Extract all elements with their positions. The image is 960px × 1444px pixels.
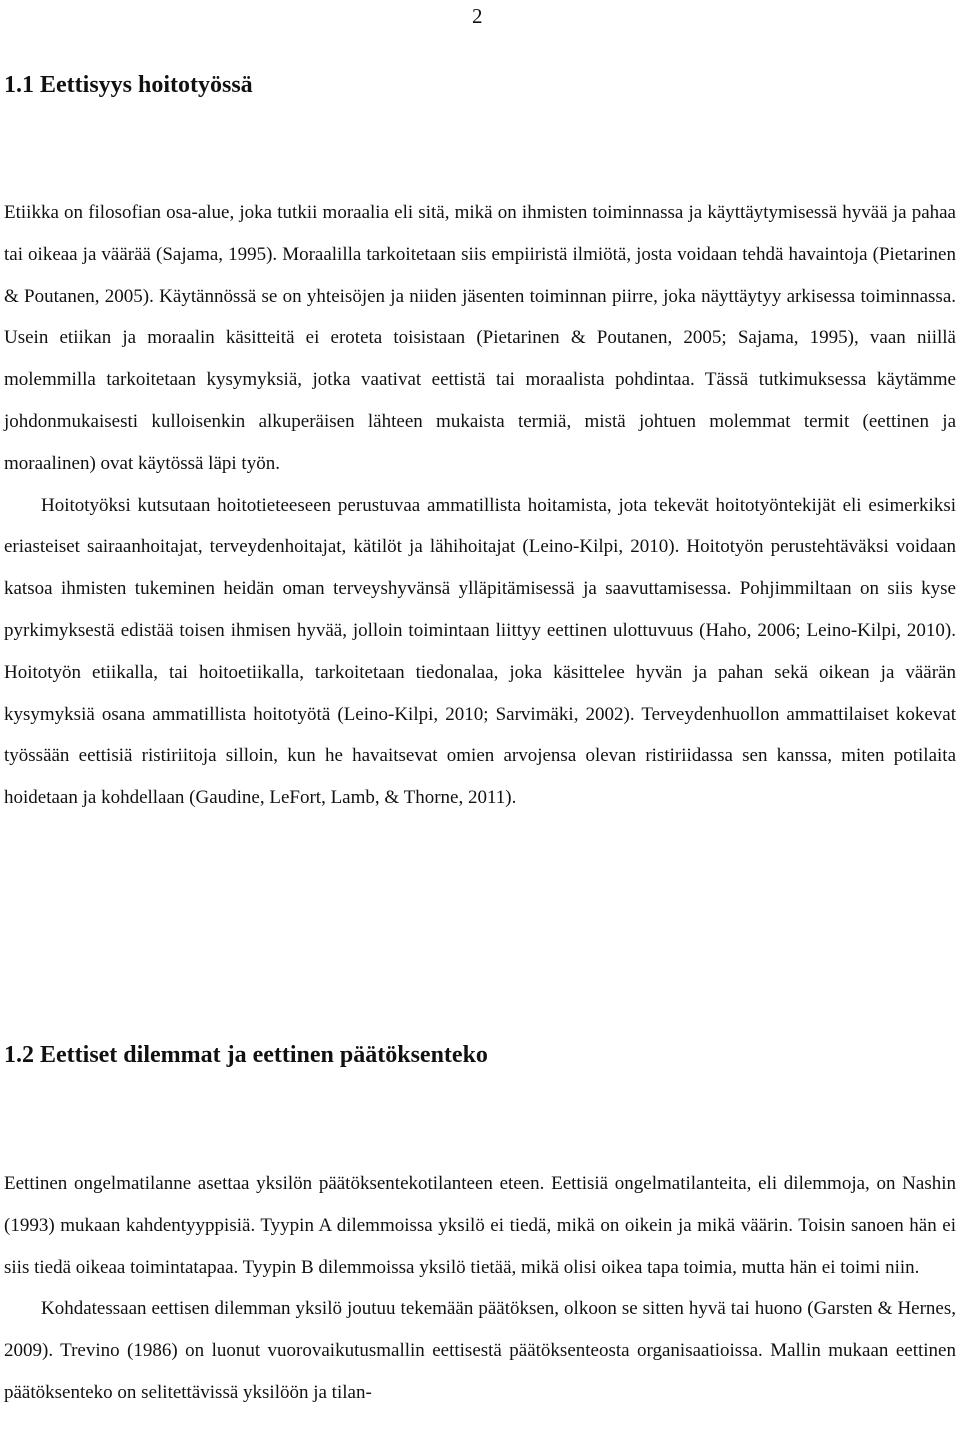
section-1-1-body	[4, 192, 956, 819]
paragraph-dilemma-types: Eettinen ongelmatilanne asettaa yksilön päätöksentekotilanteen eteen. Eettisiä ongelmatilanteita, eli dilemmoja, on Nashin (1993) mukaan kahdentyyppisiä. Tyypin A dilemmoissa yksilö ei tiedä, mikä on oikein ja mikä väärin. Toisin sanoen hän ei siis tiedä oikeaa toimintatapaa. Tyypin B dilemmoissa yksilö tietää, mikä olisi oikea tapa toimia, mutta hän ei toimi niin.	[4, 1173, 956, 1278]
paragraph-ethics-definition: Etiikka on filosofian osa-alue, joka tutkii moraalia eli sitä, mikä on ihmisten toiminnassa ja käyttäytymisessä hyvää ja pahaa tai oikeaa ja väärää (Sajama, 1995). Moraalilla tarkoitetaan siis empiiristä ilmiötä, josta voidaan tehdä havaintoja (Pietarinen & Poutanen, 2005). Käytännössä se on yhteisöjen ja niiden jäsenten toiminnan piirre, joka näyttäytyy arkisessa toiminnassa. Usein etiikan ja moraalin käsitteitä ei eroteta toisistaan (Pietarinen & Poutanen, 2005; Sajama, 1995), vaan niillä molemmilla tarkoitetaan kysymyksiä, jotka vaativat eettistä tai moraalista pohdintaa. Tässä tutkimuksessa käytämme johdonmukaisesti kulloisenkin alkuperäisen lähteen mukaista termiä, mistä johtuen molemmat termit (eettinen ja moraalinen) ovat käytössä läpi työn.	[4, 202, 956, 474]
section-heading-1-2: 1.2 Eettiset dilemmat ja eettinen päätöksenteko	[4, 1042, 488, 1068]
paragraph-nursing-definition: Hoitotyöksi kutsutaan hoitotieteeseen perustuvaa ammatillista hoitamista, jota tekevät hoitotyöntekijät eli esimerkiksi eriasteiset sairaanhoitajat, terveydenhoitajat, kätilöt ja lähihoitajat (Leino-Kilpi, 2010). Hoitotyön perustehtäväksi voidaan katsoa ihmisten tukeminen heidän oman terveyshyvänsä ylläpitämisessä ja saavuttamisessa. Pohjimmiltaan on siis kyse pyrkimyksestä edistää toisen ihmisen hyvää, jolloin toimintaan liittyy eettinen ulottuvuus (Haho, 2006; Leino-Kilpi, 2010). Hoitotyön etiikalla, tai hoitoetiikalla, tarkoitetaan tiedonalaa, joka käsittelee hyvän ja pahan sekä oikean ja väärän kysymyksiä osana ammatillista hoitotyötä (Leino-Kilpi, 2010; Sarvimäki, 2002). Terveydenhuollon ammattilaiset kokevat työssään eettisiä ristiriitoja silloin, kun he havaitsevat omien arvojensa olevan ristiriidassa sen kanssa, miten potilaita hoidetaan ja kohdellaan (Gaudine, LeFort, Lamb, & Thorne, 2011).	[4, 494, 956, 809]
section-1-2-body	[4, 1163, 956, 1414]
section-heading-1-1: 1.1 Eettisyys hoitotyössä	[4, 72, 253, 98]
page-number: 2	[472, 4, 483, 28]
paragraph-decision-making: Kohdatessaan eettisen dilemman yksilö joutuu tekemään päätöksen, olkoon se sitten hyvä tai huono (Garsten & Hernes, 2009). Trevino (1986) on luonut vuorovaikutusmallin eettisestä päätöksenteosta organisaatioissa. Mallin mukaan eettinen päätöksenteko on selitettävissä yksilöön ja tilan-	[4, 1298, 956, 1403]
